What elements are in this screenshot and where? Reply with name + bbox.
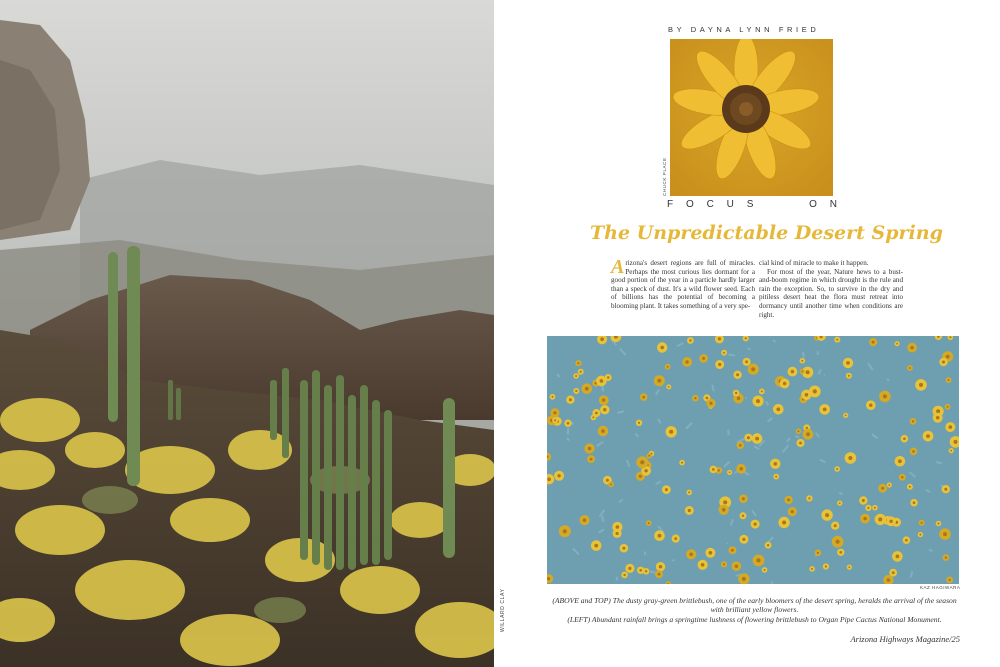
flower-center [892, 571, 895, 574]
flower-center [594, 544, 598, 548]
foliage-stroke [602, 516, 603, 523]
flower-center [747, 436, 750, 439]
flower-center [848, 566, 850, 568]
flower-center [557, 474, 560, 477]
flower-center [740, 467, 743, 470]
flower-center [883, 394, 887, 398]
flower-center [863, 517, 866, 520]
flower-center [797, 430, 799, 432]
flower-center [888, 484, 890, 486]
flower-center [755, 437, 759, 441]
flower-center [799, 442, 802, 445]
flower-center [889, 520, 892, 523]
photo-credit-flower: CHUCK PLACE [662, 157, 667, 196]
sunflower-closeup-photo [670, 39, 833, 196]
article-headline: The Unpredictable Desert Spring [590, 222, 943, 244]
flower-center [718, 363, 721, 366]
flower-center [644, 469, 647, 472]
flower-center [910, 346, 913, 349]
flower-center [689, 553, 693, 557]
flower-center [869, 404, 872, 407]
section-label-letter: C [706, 199, 714, 210]
flower-center [563, 529, 567, 533]
flower-center [756, 558, 760, 562]
flower-center [657, 379, 661, 383]
flower-center [806, 432, 810, 436]
flower-center [943, 532, 947, 536]
flower-center [623, 574, 625, 576]
section-label-letter: S [746, 199, 754, 210]
flower-center [606, 479, 609, 482]
page-footer: Arizona Highways Magazine/25 [850, 634, 960, 644]
flower-center [553, 411, 556, 414]
foliage-stroke [602, 386, 603, 392]
photo-credit-left-text: WILLARD CLAY [500, 588, 506, 632]
flower-center [735, 392, 737, 394]
flower-center [729, 471, 731, 473]
flower-center [685, 360, 688, 363]
photo-credit-field: KAZ HAGIWARA [920, 585, 961, 590]
flower-center [648, 455, 650, 457]
section-label-letter: O [809, 199, 817, 210]
flower-center [783, 382, 786, 385]
flower-center [846, 361, 850, 365]
foliage-stroke [803, 352, 804, 357]
flower-center [881, 487, 884, 490]
flower-center [723, 500, 727, 504]
flower-center [840, 551, 843, 554]
flower-center [919, 383, 923, 387]
flower-center [834, 524, 837, 527]
body-paragraph: For most of the year, Nature hews to a bust-and-boom regime in which drought is the rule and rain the exception. So, to survive in the dry and pitiless desert heat the flora must retreat into dormancy until another time when conditions are right. [759, 267, 903, 319]
flower-center [701, 563, 705, 567]
flower-center [742, 515, 744, 517]
flower-center [867, 507, 869, 509]
flower-center [945, 556, 947, 558]
flower-center [575, 375, 577, 377]
flower-center [736, 373, 739, 376]
flower-center [926, 434, 930, 438]
flower-center [718, 337, 721, 340]
flower-center [639, 475, 642, 478]
flower-center [825, 565, 827, 567]
flower-center [583, 518, 587, 522]
flower-center [607, 376, 609, 378]
flower-center [887, 578, 891, 582]
flower-center [874, 507, 876, 509]
body-column-2 [759, 259, 903, 319]
flower-center [805, 393, 809, 397]
flower-center [602, 398, 605, 401]
flower-center [761, 390, 763, 392]
flower-center [950, 450, 952, 452]
flower-center [648, 522, 650, 524]
flower-center [946, 355, 950, 359]
flower-center [731, 549, 734, 552]
flower-center [836, 339, 838, 341]
flower-center [638, 422, 640, 424]
flower-center [909, 486, 911, 488]
flower-center [912, 450, 915, 453]
flower-center [848, 456, 852, 460]
flower-center [688, 491, 690, 493]
flower-center [823, 408, 827, 412]
flower-center [751, 367, 755, 371]
flower-center [775, 476, 777, 478]
flower-center [709, 402, 712, 405]
brittlebush-field-photo [547, 336, 959, 584]
flower-center [569, 398, 572, 401]
foliage-stroke [616, 577, 617, 581]
desert-landscape-photo [0, 0, 494, 667]
flower-center [948, 579, 950, 581]
flower-center [658, 573, 661, 576]
flower-center [912, 420, 914, 422]
flower-center [898, 459, 902, 463]
flower-center [668, 386, 670, 388]
flower-center [791, 510, 794, 513]
flower-center [872, 341, 875, 344]
section-label-gap [766, 199, 796, 210]
flower-center [801, 360, 803, 362]
flower-center [694, 397, 696, 399]
flower-center [938, 523, 940, 525]
foliage-stroke [728, 430, 729, 436]
flower-center [848, 375, 850, 377]
flower-center [913, 501, 916, 504]
flower-center [845, 414, 847, 416]
flower-center [681, 462, 683, 464]
flower-center [936, 416, 939, 419]
flower-center [712, 468, 715, 471]
flower-center [806, 427, 808, 429]
flower-center [836, 468, 838, 470]
foliage-stroke [728, 355, 735, 356]
flower-center [580, 371, 582, 373]
flower-center [547, 477, 551, 481]
flower-center [791, 370, 794, 373]
flower-center [948, 379, 950, 381]
foliage-stroke [887, 379, 889, 380]
section-label-letter: U [726, 199, 734, 210]
flower-center [659, 565, 662, 568]
flower-center [600, 337, 604, 341]
flower-center [801, 371, 803, 373]
flower-center [896, 343, 898, 345]
flower-center [944, 488, 947, 491]
flower-center [896, 555, 900, 559]
section-label-letter: O [685, 199, 694, 210]
flower-center [665, 488, 668, 491]
flower-center [709, 551, 713, 555]
flower-center [590, 458, 593, 461]
flower-center [669, 430, 673, 434]
flower-center [706, 397, 709, 400]
flower-center [616, 532, 619, 535]
flower-center [782, 521, 786, 525]
flower-center [547, 577, 550, 580]
flower-center [905, 539, 908, 542]
flower-center [942, 361, 945, 364]
flower-center [949, 425, 953, 429]
flower-center [909, 367, 911, 369]
section-label-focus-on [667, 199, 837, 210]
flower-center [742, 577, 746, 581]
flower-center [811, 568, 813, 570]
caption-left: (LEFT) Abundant rainfall brings a springtime lushness of flowering brittlebush to Organ Pipe Cactus National Monument. [567, 614, 942, 624]
flower-center [787, 498, 790, 501]
flower-center [689, 339, 691, 341]
flower-center [903, 437, 906, 440]
flower-center [862, 499, 865, 502]
flower-center [756, 399, 760, 403]
flower-center [776, 407, 780, 411]
flower-center [723, 563, 725, 565]
photo-captions [552, 596, 957, 624]
flower-center [642, 396, 645, 399]
flower-center [592, 416, 594, 418]
flower-center [567, 422, 570, 425]
flower-center [921, 522, 923, 524]
flower-center [742, 497, 745, 500]
flower-center [745, 337, 747, 339]
flower-center [817, 552, 819, 554]
flower-center [610, 483, 612, 485]
flower-center [595, 412, 598, 415]
flower-center [825, 513, 829, 517]
flower-center [600, 379, 604, 383]
flower-center [616, 525, 620, 529]
flower-center [702, 357, 705, 360]
flower-center [718, 469, 720, 471]
flower-center [640, 460, 644, 464]
flower-center [949, 336, 951, 338]
flower-center [764, 569, 766, 571]
section-label-letter: N [829, 199, 837, 210]
flower-center [658, 534, 662, 538]
flower-center [645, 570, 647, 572]
flower-center [552, 396, 554, 398]
flower-center [742, 538, 745, 541]
flower-center [723, 352, 725, 354]
flower-center [808, 497, 810, 499]
body-paragraph: cial kind of miracle to make it happen. [759, 259, 869, 267]
drop-cap: A [611, 256, 625, 278]
flower-center [839, 502, 841, 504]
flower-center [688, 509, 691, 512]
foliage-stroke [617, 411, 624, 412]
caption-above: (ABOVE and TOP) The dusty gray-green brittlebush, one of the early bloomers of the desert spring, heralds the arrival of the season with brilliant yellow flowers. [552, 596, 957, 615]
flower-center [722, 508, 726, 512]
flower-center [628, 567, 631, 570]
flower-center [660, 346, 664, 350]
flower-center [575, 390, 577, 392]
flower-center [754, 523, 757, 526]
flower-center [774, 462, 778, 466]
flower-center [577, 362, 579, 364]
flower-center [767, 544, 769, 546]
flower-center [585, 387, 589, 391]
flower-center [806, 370, 810, 374]
section-label-letter: F [667, 199, 674, 210]
flower-center [947, 406, 949, 408]
flower-center [588, 447, 592, 451]
flower-center [919, 534, 921, 536]
body-paragraph: rizona's desert regions are full of miracles. Perhaps the most curious lies dormant for a good portion of the year in a particle hardly larger than a speck of dust. It's a wild flower seed. Each of billions has the potential of becoming a blooming plant. It takes something of a very spe- [611, 259, 755, 310]
flower-center [667, 366, 669, 368]
flower-center [601, 429, 605, 433]
flower-center [836, 540, 840, 544]
flower-center [901, 476, 903, 478]
foliage-stroke [673, 560, 674, 561]
flower-center [735, 565, 738, 568]
foliage-stroke [727, 543, 728, 544]
flower-center [878, 517, 882, 521]
flower-center [745, 360, 748, 363]
flower-center [813, 389, 817, 393]
flower-center [603, 408, 606, 411]
body-column-1 [611, 256, 755, 311]
byline: BY DAYNA LYNN FRIED [668, 25, 820, 34]
flower-center [674, 537, 677, 540]
flower-center [554, 419, 556, 421]
flower-center [936, 409, 940, 413]
flower-center [639, 569, 642, 572]
flower-center [739, 444, 742, 447]
flower-center [737, 397, 741, 401]
flower-center [954, 440, 958, 444]
flower-center [622, 547, 625, 550]
